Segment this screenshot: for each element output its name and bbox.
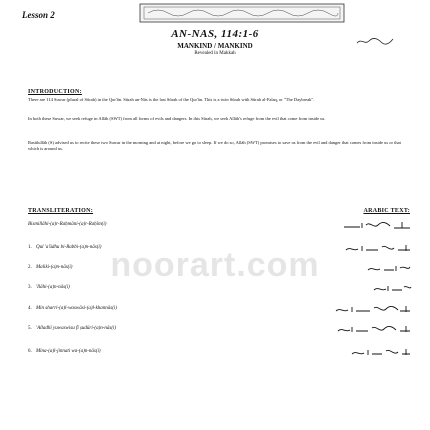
verse-transliteration: Qul 'a'ūdhu bi-Rabbi-(a)n-nās(i) xyxy=(36,245,102,250)
revealed-note: Revealed in Makkah xyxy=(194,51,236,56)
verse-row xyxy=(28,245,412,259)
arabic-verse-calligraphy xyxy=(372,282,412,294)
verse-row xyxy=(28,222,412,236)
watermark: noorart.com xyxy=(110,246,320,284)
transliteration-heading: TRANSLITERATION: xyxy=(28,208,94,214)
verse-transliteration: 'Ilāhi-(a)n-nās(i) xyxy=(36,285,70,290)
verse-row xyxy=(28,306,412,320)
verse-number: 1. xyxy=(28,245,32,250)
verse-row xyxy=(28,285,412,299)
sura-title: AN-NAS, 114:1-6 xyxy=(171,28,259,40)
verse-row xyxy=(28,265,412,279)
verse-number: 4. xyxy=(28,306,32,311)
verse-number: 2. xyxy=(28,265,32,270)
arabic-verse-calligraphy xyxy=(366,262,412,274)
arabic-text-heading: ARABIC TEXT: xyxy=(363,208,410,214)
verse-transliteration: Mina-(a)l-jinnati wa-(a)n-nās(i) xyxy=(36,349,101,354)
introduction-heading: INTRODUCTION: xyxy=(28,89,82,95)
lesson-label: Lesson 2 xyxy=(22,10,55,20)
arabic-sura-calligraphy xyxy=(355,36,395,46)
arabic-verse-calligraphy xyxy=(350,346,412,358)
verse-row xyxy=(28,349,412,363)
verse-transliteration: Bismillāhi-(a)r-Raḥmāni-(a)r-Raḥīm(i) xyxy=(28,222,107,227)
arabic-verse-calligraphy xyxy=(342,219,412,231)
verse-number: 6. xyxy=(28,349,32,354)
arabic-verse-calligraphy xyxy=(334,303,412,315)
arabic-verse-calligraphy xyxy=(336,323,412,335)
intro-paragraph: There are 114 Suwar (plural of Sūrah) in the Qur'ān. Sūrah an-Nās is the last Sūrah of the Qur'ān. This is a twin Sūrah with Sūrah al-Falaq, or "The Daybreak". xyxy=(28,97,315,102)
verse-number: 5. xyxy=(28,326,32,331)
arabic-verse-calligraphy xyxy=(344,242,412,254)
verse-transliteration: Min sharri-(a)l-waswāsi-(a)l-khannās(i) xyxy=(36,306,117,311)
intro-paragraph: Rasūlullāh (S) advised us to recite these two Suwar in the morning and at night, before we go to sleep. If we do so, Allāh (SWT) promises to save us from the evil and danger that comes from inside us or that which is around us. xyxy=(28,140,401,151)
intro-paragraph: In both these Suwar, we seek refuge in Allāh (SWT) from all forms of evils and dangers. In this Sūrah, we seek Allāh's refuge from the evil that come from inside us. xyxy=(28,116,326,121)
decorative-banner xyxy=(138,2,346,26)
verse-row xyxy=(28,326,412,340)
sura-subtitle: MANKIND / MANKIND xyxy=(177,42,253,50)
verse-number: 3. xyxy=(28,285,32,290)
verse-transliteration: Maliki-(a)n-nās(i) xyxy=(36,265,73,270)
verse-transliteration: 'Alladhī yuwaswisu fī ṣudūri-(a)n-nās(i) xyxy=(36,326,117,331)
